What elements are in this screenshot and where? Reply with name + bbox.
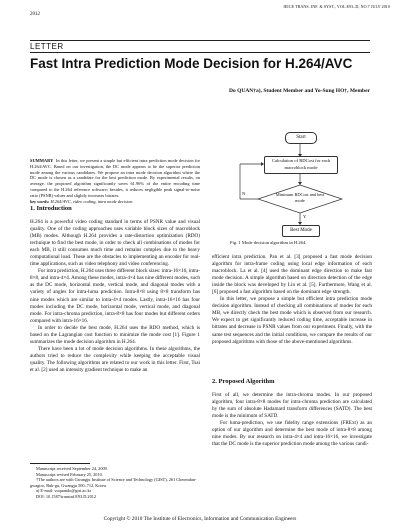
flow-calc: Calculation of RDCost for each macroblock mode <box>264 156 338 174</box>
intro-paragraph-1: H.264 is a powerful video coding standard in terms of PSNR value and visual quality. One of the coding approaches uses variable block sizes of macroblock (MB) modes. Although H.264 provides a rate-distortion optimization (RDO) technique to find the best mode, in order to check all combinations of modes for each MB, it still consumes much time and remains complex due to the heavy computational load. These are the obstacles to implementing an encoder for real-time applications, such as video telephony and video conferencing. <box>30 219 200 268</box>
keywords-text: H.264/AVC, video coding, intra mode decision <box>50 198 133 204</box>
author-names: Do QUAN†a), Student Member and Yo-Sung HO†, Member <box>228 88 370 94</box>
author-line <box>229 88 370 94</box>
flow-best-mode: Best Mode <box>282 225 320 237</box>
section-2-paragraph-2: For luma-prediction, we use fidelity range extensions (FRExt) as an option of our algorithm and determine the best mode of intra-8×8 among nine modes. By our research on intra-4×4 and intra-16×16, we investigate that the DC mode is the superior prediction mode among the various candi- <box>212 420 372 448</box>
flow-start: Start <box>285 132 317 144</box>
paper-title: Fast Intra Prediction Mode Decision for H.264/AVC <box>30 56 353 71</box>
copyright-line: Copyright © 2010 The Institute of Electronics, Information and Communication Engineers <box>103 516 297 522</box>
right-paragraph-2: In this letter, we propose a simple but efficient intra prediction mode decision algorithm. Instead of checking all combinations of modes for each MB, we directly check the best mode which is observed from our research. We expect to get significantly reduced coding time, acceptable increase in bitrates and decrease in PSNR values from our experiment. Finally, with the same test sequences and the initial conditions, we compare the results of our proposed algorithms with those of the above-mentioned algorithms. <box>212 296 372 345</box>
abstract <box>30 158 200 204</box>
footnote-revised: Manuscript revised February 25, 2010. <box>36 471 103 477</box>
section-1-heading: 1. Introduction <box>30 205 72 212</box>
footnote-email: a) E-mail: voquando@gist.ac.kr <box>36 488 92 494</box>
footnote-affiliation: †The authors are with Gwangju Institute of Science and Technology (GIST), 261 Cheomdan-gwagiro, Buk-gu, Gwangju 500–712, Korea. <box>30 477 197 488</box>
section-2-body <box>212 392 372 448</box>
section-2-heading: 2. Proposed Algorithm <box>212 378 275 385</box>
flow-decision-text: Minimum RDCost and best mode <box>275 192 325 203</box>
footnotes <box>30 466 200 500</box>
flow-no-label: N <box>242 191 246 196</box>
footnote-doi: DOI: 10.1587/transinf.E93.D.2012 <box>36 493 97 499</box>
intro-paragraph-3: In order to decide the best mode, H.264 uses the RDO method, which is based on the Lagrangian cost function to minimize the mode cost [1]. Figure 1 summarizes the mode decision algorithm in H.264. <box>30 324 200 345</box>
journal-header: IEICE TRANS. INF. & SYST., VOL.E93–D, NO.7 JULY 2010 <box>283 4 390 9</box>
flow-yes-label: Y <box>303 214 307 219</box>
intro-paragraph-2: For intra prediction, H.264 uses three different block sizes: intra-16×16, intra-8×8, and intra-4×4. Among these modes, intra-4×4 has nine different modes, such as the DC mode, horizontal mode, vertical mode, and diagonal modes with a variety of angles for intra-luma prediction. Intra-8×8 using 8×8 transform has nine modes which are similar to intra-4×4 modes. Lastly, intra-16×16 has four modes including the DC mode, horizontal mode, vertical mode, and diagonal mode. For intra-chroma prediction, intra-8×8 has four modes but different orders compared with intra-16×16. <box>30 268 201 324</box>
footnote-rule <box>30 463 90 464</box>
page-number: 2012 <box>30 12 40 17</box>
keywords-label: key words: <box>30 198 50 204</box>
abstract-label: SUMMARY <box>30 158 54 163</box>
intro-paragraph-4: There have been a lot of mode decision algorithms. In these algorithms, the authors tried to reduce the complexity while keeping the acceptable visual quality. The following algorithms are related to our work in this letter. First, Tsai et al. [2] used an intensity gradient technique to make an <box>30 345 200 373</box>
section-2-paragraph-1: First of all, we determine the intra-chroma modes. In our proposed algorithm, four intra-8×8 modes for intra-chroma prediction are calculated by the sum of absolute Hadamard transform differences (SATD). The best mode is the minimum of SATD. <box>212 392 372 420</box>
right-paragraph-1: efficient intra prediction. Pan et al. [3] proposed a fast mode decision algorithm for intra-frame coding using local edge information of each macroblock. La et al. [4] used the dominant edge direction to make fast mode decision. A simple algorithm based on direction detection of the edge inside the block was developed by Lin et al. [5]. Furthermore, Wang et al. [6] proposed a fast algorithm based on the dominant edge strength. <box>212 254 372 296</box>
abstract-text: In this letter, we present a simple but efficient intra prediction mode decision for H.264/AVC. Based on our investigation, the DC mode appears to be the superior prediction mode among the various candidates. We propose an intra mode decision algorithm where the DC mode is chosen as a candidate for the best prediction mode. By experimental results, on average, the proposed algorithm significantly saves 61.96% of the entire encoding time compared to the H.264 reference software; besides, it reduces negligible peak signal-to-noise ratio (PSNR) values and slightly increases bitrates. <box>30 158 200 198</box>
header-rule-top <box>30 40 370 41</box>
left-column-body <box>30 219 200 374</box>
figure-1 <box>230 128 370 238</box>
right-column-body <box>212 254 372 346</box>
flowchart-connectors <box>230 128 370 238</box>
header-rule-bottom <box>30 52 370 53</box>
footnote-received: Manuscript received September 24, 2009. <box>36 466 108 471</box>
figure-1-caption: Fig. 1 Mode decision algorithm in H.264. <box>230 240 307 245</box>
section-label: LETTER <box>30 42 64 51</box>
